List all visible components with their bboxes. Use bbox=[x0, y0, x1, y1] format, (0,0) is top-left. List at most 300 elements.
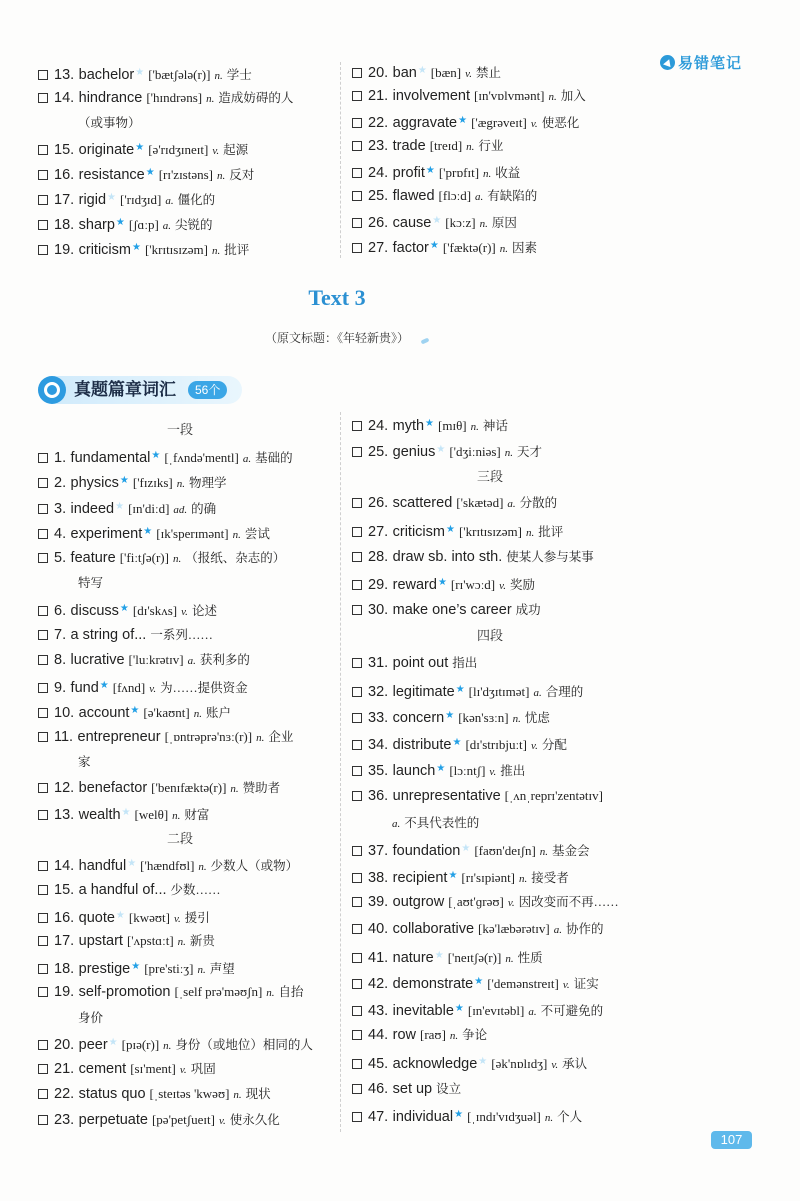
entry-meaning-continued: 特写 bbox=[78, 576, 104, 591]
entry-phonetic: [kən'sɜːn] bbox=[458, 710, 509, 726]
entry-number: 19. bbox=[54, 984, 75, 1001]
vocab-entry bbox=[352, 730, 628, 757]
checkbox-icon bbox=[38, 245, 48, 255]
entry-part-of-speech: n. bbox=[230, 782, 239, 795]
entry-word: quote bbox=[78, 909, 115, 926]
entry-phonetic: [rɪ'wɔːd] bbox=[450, 577, 496, 593]
entry-phonetic: ['benɪfæktə(r)] bbox=[151, 779, 227, 795]
entry-phonetic: [kwəʊt] bbox=[128, 909, 170, 925]
entry-meaning: 批评 bbox=[538, 525, 564, 540]
entry-number: 33. bbox=[368, 710, 389, 727]
entry-meaning-continued: 家 bbox=[78, 755, 91, 770]
entry-number: 9. bbox=[54, 679, 67, 696]
checkbox-icon bbox=[352, 243, 362, 253]
checkbox-icon bbox=[352, 168, 362, 178]
entry-part-of-speech: n. bbox=[539, 846, 549, 859]
vocab-entry bbox=[352, 490, 628, 517]
star-icon: ★ bbox=[436, 763, 446, 775]
star-icon: ★ bbox=[448, 869, 458, 881]
vocab-entry bbox=[352, 969, 628, 996]
entry-number: 4. bbox=[54, 526, 67, 543]
entry-word: hindrance bbox=[78, 89, 143, 106]
vocab-entry bbox=[38, 1107, 322, 1133]
entry-part-of-speech: n. bbox=[217, 169, 226, 182]
entry-word: individual bbox=[392, 1109, 454, 1126]
checkbox-icon bbox=[38, 708, 48, 718]
checkbox-icon bbox=[352, 605, 362, 615]
entry-meaning: 财富 bbox=[184, 808, 210, 823]
vocab-entry bbox=[38, 954, 322, 980]
entry-part-of-speech: v. bbox=[179, 1063, 187, 1076]
entry-word: aggravate bbox=[392, 114, 458, 131]
entry-phonetic: ['ægrəveɪt] bbox=[471, 114, 527, 130]
checkbox-icon bbox=[38, 732, 48, 742]
checkbox-icon bbox=[352, 141, 362, 151]
star-icon: ★ bbox=[115, 500, 125, 512]
entry-number: 18. bbox=[54, 216, 75, 233]
entry-word: flawed bbox=[392, 187, 435, 204]
checkbox-icon bbox=[352, 924, 362, 934]
entry-number: 13. bbox=[54, 807, 75, 824]
checkbox-icon bbox=[38, 504, 48, 514]
entry-part-of-speech: n. bbox=[256, 731, 265, 744]
entry-phonetic: [ək'nɒlɪdʒ] bbox=[491, 1055, 548, 1071]
entry-word: draw sb. into sth. bbox=[392, 548, 503, 565]
entry-word: bachelor bbox=[78, 66, 135, 83]
star-icon: ★ bbox=[119, 603, 129, 615]
entry-number: 27. bbox=[368, 239, 389, 256]
entry-meaning-continued: 身价 bbox=[78, 1010, 104, 1025]
entry-part-of-speech: n. bbox=[172, 810, 181, 823]
entry-phonetic: ['dʒiːniəs] bbox=[449, 444, 501, 460]
paragraph-heading: 三段 bbox=[476, 468, 503, 484]
entry-number: 18. bbox=[54, 960, 75, 977]
vocab-entry bbox=[38, 494, 322, 520]
checkbox-icon bbox=[352, 791, 362, 801]
entry-part-of-speech: v. bbox=[507, 897, 515, 910]
entry-meaning: 有缺陷的 bbox=[487, 188, 538, 203]
entry-word: legitimate bbox=[392, 683, 455, 700]
decorative-brush-mark bbox=[421, 337, 430, 344]
entry-meaning: 声望 bbox=[209, 961, 235, 976]
entry-word: status quo bbox=[78, 1086, 146, 1103]
entry-phonetic: [rɪ'zɪstəns] bbox=[158, 166, 214, 182]
entry-word: launch bbox=[392, 763, 436, 780]
entry-continuation bbox=[38, 1005, 322, 1031]
page-number: 107 bbox=[711, 1131, 752, 1149]
entry-meaning: 巩固 bbox=[190, 1061, 216, 1076]
vocab-entry bbox=[38, 979, 322, 1005]
checkbox-icon bbox=[352, 658, 362, 668]
entry-word: row bbox=[392, 1027, 416, 1044]
checkbox-icon bbox=[38, 936, 48, 946]
vocab-entry bbox=[38, 85, 333, 110]
vocab-entry bbox=[38, 724, 322, 750]
entry-meaning: 获利多的 bbox=[199, 653, 250, 668]
entry-number: 30. bbox=[368, 601, 389, 618]
entry-part-of-speech: n. bbox=[177, 936, 186, 949]
star-icon: ★ bbox=[135, 66, 145, 78]
vocab-entry bbox=[38, 877, 322, 903]
vocab-entry bbox=[352, 544, 628, 571]
entry-meaning: （报纸、杂志的） bbox=[185, 550, 286, 565]
vocab-entry bbox=[352, 58, 652, 83]
entry-number: 6. bbox=[54, 603, 67, 620]
entry-phonetic: ['neɪtʃə(r)] bbox=[447, 949, 502, 965]
entry-part-of-speech: n. bbox=[197, 963, 206, 976]
entry-phonetic: [dɪ'strɪbjuːt] bbox=[465, 736, 527, 752]
entry-meaning: 一系列…… bbox=[150, 627, 213, 642]
entry-phonetic: [dɪ'skʌs] bbox=[132, 603, 178, 619]
checkbox-icon bbox=[352, 1112, 362, 1122]
entry-part-of-speech: n. bbox=[548, 90, 557, 103]
entry-number: 43. bbox=[368, 1002, 389, 1019]
entry-word: nature bbox=[392, 949, 434, 966]
entry-number: 25. bbox=[368, 187, 389, 204]
entry-part-of-speech: a. bbox=[533, 686, 542, 699]
vocab-entry bbox=[38, 1056, 322, 1082]
entry-meaning: 协作的 bbox=[565, 921, 604, 936]
entry-part-of-speech: v. bbox=[551, 1058, 559, 1071]
entry-number: 41. bbox=[368, 949, 389, 966]
entry-meaning: 奖励 bbox=[509, 578, 535, 593]
vocab-entry bbox=[38, 60, 333, 85]
paragraph-heading: 四段 bbox=[476, 628, 503, 644]
entry-part-of-speech: n. bbox=[214, 69, 223, 82]
entry-word: prestige bbox=[78, 960, 131, 977]
entry-meaning: 尖锐的 bbox=[175, 217, 213, 232]
checkbox-icon bbox=[352, 421, 362, 431]
vocab-entry bbox=[352, 570, 628, 597]
star-icon: ★ bbox=[458, 114, 468, 126]
entry-phonetic: [lɔːntʃ] bbox=[449, 763, 486, 779]
entry-word: scattered bbox=[392, 495, 453, 512]
vocab-entry bbox=[352, 1049, 628, 1076]
entry-meaning: 指出 bbox=[452, 656, 478, 671]
entry-meaning: 基金会 bbox=[552, 844, 590, 859]
entry-meaning: 企业 bbox=[268, 729, 294, 744]
entry-word: a handful of... bbox=[78, 882, 167, 899]
entry-meaning: 反对 bbox=[229, 167, 255, 182]
entry-meaning: 使某人参与某事 bbox=[506, 549, 594, 564]
entry-continuation bbox=[38, 110, 333, 135]
checkbox-icon bbox=[38, 1115, 48, 1125]
section-header bbox=[38, 376, 242, 404]
entry-number: 34. bbox=[368, 736, 389, 753]
entry-meaning: 使永久化 bbox=[229, 1112, 280, 1127]
entry-meaning: 的确 bbox=[191, 501, 217, 516]
checkbox-icon bbox=[38, 913, 48, 923]
entry-word: fund bbox=[70, 679, 99, 696]
checkbox-icon bbox=[352, 1030, 362, 1040]
vocab-entry bbox=[38, 519, 322, 545]
checkbox-icon bbox=[352, 1059, 362, 1069]
entry-part-of-speech: a. bbox=[507, 498, 516, 511]
entry-meaning: 禁止 bbox=[475, 65, 501, 80]
text-subtitle: （原文标题：《年轻新贵》） bbox=[264, 331, 410, 345]
checkbox-icon bbox=[352, 1084, 362, 1094]
entry-word: benefactor bbox=[78, 779, 148, 796]
entry-word: acknowledge bbox=[392, 1055, 478, 1072]
entry-meaning: 性质 bbox=[517, 950, 543, 965]
vocab-entry bbox=[352, 83, 652, 108]
entry-phonetic: [fʌnd] bbox=[112, 679, 146, 695]
checkbox-icon bbox=[38, 1040, 48, 1050]
entry-word: unrepresentative bbox=[392, 788, 501, 804]
entry-number: 40. bbox=[368, 920, 389, 937]
entry-phonetic: [ˌʌnˌreprɪ'zentətɪv] bbox=[504, 788, 603, 803]
vocab-entry bbox=[352, 650, 628, 677]
brand-badge bbox=[660, 52, 742, 74]
entry-number: 24. bbox=[368, 417, 389, 434]
entry-part-of-speech: a. bbox=[242, 452, 252, 465]
vocab-entry bbox=[38, 698, 322, 724]
entry-meaning: 因改变而不再…… bbox=[518, 895, 619, 910]
vocab-entry bbox=[38, 468, 322, 494]
vocab-entry bbox=[352, 411, 628, 438]
entry-phonetic: [ˌsteɪtəs 'kwəʊ] bbox=[149, 1086, 230, 1102]
entry-part-of-speech: v. bbox=[530, 117, 538, 130]
paragraph-heading: 一段 bbox=[166, 422, 193, 438]
entry-number: 47. bbox=[368, 1109, 389, 1126]
checkbox-icon bbox=[38, 93, 48, 103]
entry-number: 16. bbox=[54, 909, 75, 926]
entry-meaning: 忧虑 bbox=[524, 711, 550, 726]
entry-phonetic: [ɪn'vɒlvmənt] bbox=[474, 87, 545, 103]
star-icon: ★ bbox=[455, 683, 465, 695]
search-icon bbox=[38, 376, 66, 404]
star-icon: ★ bbox=[131, 241, 141, 253]
entry-meaning: 少数人（或物） bbox=[210, 859, 299, 874]
entry-phonetic: ['fæktə(r)] bbox=[442, 239, 496, 255]
entry-word: resistance bbox=[78, 166, 145, 183]
entry-meaning: 造成妨碍的人 bbox=[218, 90, 294, 105]
entry-word: lucrative bbox=[70, 652, 125, 669]
entry-word: cement bbox=[78, 1060, 127, 1077]
entry-phonetic: ['luːkrətɪv] bbox=[128, 652, 184, 668]
star-icon: ★ bbox=[151, 449, 161, 461]
star-icon: ★ bbox=[474, 976, 484, 988]
checkbox-icon bbox=[38, 1089, 48, 1099]
entry-number: 7. bbox=[54, 626, 67, 643]
checkbox-icon bbox=[352, 68, 362, 78]
entry-word: peer bbox=[78, 1037, 108, 1054]
entry-continuation bbox=[38, 749, 322, 775]
vocab-entry bbox=[352, 836, 628, 863]
star-icon: ★ bbox=[143, 526, 153, 538]
checkbox-icon bbox=[38, 453, 48, 463]
vocab-entry bbox=[352, 996, 628, 1023]
entry-word: account bbox=[78, 705, 130, 722]
entry-number: 21. bbox=[368, 87, 389, 104]
entry-word: set up bbox=[392, 1080, 433, 1097]
entry-meaning: 设立 bbox=[436, 1081, 462, 1096]
entry-number: 22. bbox=[368, 114, 389, 131]
checkbox-icon bbox=[38, 964, 48, 974]
entry-word: collaborative bbox=[392, 920, 475, 937]
entry-part-of-speech: n. bbox=[449, 1030, 459, 1043]
checkbox-icon bbox=[352, 552, 362, 562]
vocab-entry bbox=[38, 800, 322, 826]
entry-number: 26. bbox=[368, 214, 389, 231]
entry-part-of-speech: a. bbox=[553, 923, 562, 936]
checkbox-icon bbox=[38, 529, 48, 539]
vocab-entry bbox=[38, 160, 333, 185]
entry-part-of-speech: v. bbox=[562, 979, 570, 992]
entry-meaning-continued: 不具代表性的 bbox=[404, 815, 480, 830]
entry-part-of-speech: v. bbox=[499, 580, 506, 593]
entry-number: 17. bbox=[54, 933, 75, 950]
vocab-entry bbox=[352, 133, 652, 158]
entry-meaning: 收益 bbox=[495, 165, 521, 180]
entry-number: 16. bbox=[54, 166, 75, 183]
entry-phonetic: ['fiːtʃə(r)] bbox=[119, 549, 169, 565]
entry-continuation bbox=[352, 810, 628, 837]
entry-phonetic: ['krɪtɪsɪzəm] bbox=[458, 524, 522, 540]
entry-part-of-speech: n. bbox=[519, 872, 528, 885]
star-icon: ★ bbox=[432, 214, 442, 226]
vocab-entry bbox=[352, 889, 628, 916]
entry-number: 25. bbox=[368, 444, 389, 461]
entry-word: concern bbox=[392, 710, 445, 727]
entry-word: reward bbox=[392, 577, 437, 594]
vocab-entry bbox=[38, 903, 322, 929]
checkbox-icon bbox=[38, 655, 48, 665]
checkbox-icon bbox=[38, 478, 48, 488]
entry-number: 44. bbox=[368, 1027, 389, 1044]
entry-number: 39. bbox=[368, 894, 389, 911]
entry-number: 24. bbox=[368, 164, 389, 181]
entry-meaning: 不可避免的 bbox=[540, 1003, 604, 1018]
entry-number: 37. bbox=[368, 843, 389, 860]
entry-phonetic: [sɪ'ment] bbox=[130, 1060, 176, 1076]
entry-phonetic: ['skætəd] bbox=[456, 495, 504, 511]
entry-phonetic: [bæn] bbox=[430, 64, 462, 80]
vocab-entry bbox=[352, 597, 628, 624]
checkbox-icon bbox=[352, 766, 362, 776]
star-icon: ★ bbox=[115, 909, 125, 921]
entry-phonetic: [raʊ] bbox=[420, 1027, 446, 1043]
entry-part-of-speech: n. bbox=[505, 952, 514, 965]
checkbox-icon bbox=[352, 740, 362, 750]
entry-meaning: 神话 bbox=[482, 418, 508, 433]
entry-part-of-speech: v. bbox=[218, 1114, 226, 1127]
checkbox-icon bbox=[352, 218, 362, 228]
entry-phonetic: ['bætʃələ(r)] bbox=[148, 66, 211, 82]
star-icon: ★ bbox=[429, 239, 439, 251]
checkbox-icon bbox=[38, 145, 48, 155]
entry-word: point out bbox=[392, 655, 449, 672]
checkbox-icon bbox=[352, 953, 362, 963]
entry-meaning-continued: （或事物） bbox=[78, 115, 141, 130]
entry-word: genius bbox=[392, 444, 436, 461]
vocab-entry bbox=[38, 596, 322, 622]
star-icon: ★ bbox=[107, 191, 116, 203]
entry-meaning: 僵化的 bbox=[177, 192, 216, 207]
vocab-entry bbox=[352, 233, 652, 258]
checkbox-icon bbox=[38, 220, 48, 230]
vocab-entry bbox=[38, 775, 322, 801]
checkbox-icon bbox=[38, 553, 48, 563]
entry-number: 12. bbox=[54, 779, 75, 796]
entry-word: foundation bbox=[392, 843, 461, 860]
entry-meaning: 身份（或地位）相同的人 bbox=[175, 1038, 313, 1053]
entry-number: 42. bbox=[368, 976, 389, 993]
entry-word: feature bbox=[70, 549, 116, 566]
entry-word: factor bbox=[392, 239, 429, 256]
entry-part-of-speech: n. bbox=[512, 713, 521, 726]
vocab-entry bbox=[38, 210, 333, 235]
entry-part-of-speech: n. bbox=[198, 861, 207, 874]
entry-meaning: 接受者 bbox=[531, 870, 569, 885]
entry-meaning: 基础的 bbox=[255, 450, 293, 465]
entry-phonetic: [ˌfʌndə'mentl] bbox=[164, 449, 239, 465]
checkbox-icon bbox=[38, 987, 48, 997]
entry-word: make one’s career bbox=[392, 601, 512, 618]
column-divider bbox=[340, 62, 341, 258]
entry-phonetic: [welθ] bbox=[134, 807, 169, 823]
vocab-entry bbox=[38, 928, 322, 954]
entry-word: recipient bbox=[392, 869, 448, 886]
vocab-entry bbox=[38, 443, 322, 469]
entry-number: 15. bbox=[54, 141, 75, 158]
entry-phonetic: [kɔːz] bbox=[445, 214, 476, 230]
star-icon: ★ bbox=[461, 843, 471, 855]
entry-word: a string of... bbox=[70, 626, 147, 643]
checkbox-icon bbox=[38, 606, 48, 616]
entry-word: profit bbox=[392, 164, 425, 181]
entry-phonetic: [mɪθ] bbox=[438, 417, 467, 433]
entry-number: 31. bbox=[368, 655, 389, 672]
entry-part-of-speech: ad. bbox=[173, 503, 188, 516]
entry-number: 46. bbox=[368, 1080, 389, 1097]
brand-label: 易错笔记 bbox=[678, 55, 743, 72]
lower-left-vocab-column bbox=[38, 417, 322, 1132]
entry-phonetic: ['fɪzɪks] bbox=[132, 475, 173, 491]
entry-number: 19. bbox=[54, 241, 75, 258]
entry-number: 15. bbox=[54, 882, 75, 899]
entry-phonetic: [ɪn'diːd] bbox=[128, 500, 170, 516]
entry-part-of-speech: n. bbox=[211, 244, 221, 257]
entry-meaning: 自抬 bbox=[278, 985, 304, 1000]
entry-meaning: 分配 bbox=[541, 737, 567, 752]
entry-number: 45. bbox=[368, 1055, 389, 1072]
paragraph-heading: 二段 bbox=[166, 830, 193, 846]
entry-word: handful bbox=[78, 858, 127, 875]
vocab-entry bbox=[38, 851, 322, 877]
entry-word: criticism bbox=[392, 524, 445, 541]
entry-phonetic: [ɪk'sperɪmənt] bbox=[156, 526, 229, 542]
entry-number: 3. bbox=[54, 500, 67, 517]
entry-phonetic: [rɪ'sɪpiənt] bbox=[461, 869, 516, 885]
entry-meaning: 现状 bbox=[245, 1087, 271, 1102]
entry-meaning: 加入 bbox=[560, 88, 586, 103]
entry-part-of-speech: a. bbox=[392, 817, 401, 830]
entry-meaning: 使恶化 bbox=[541, 115, 580, 130]
entry-phonetic: [ˌɒntrəprə'nɜː(r)] bbox=[164, 728, 253, 744]
entry-word: inevitable bbox=[392, 1002, 454, 1019]
entry-word: experiment bbox=[70, 526, 143, 543]
entry-word: upstart bbox=[78, 933, 123, 950]
entry-number: 20. bbox=[54, 1037, 75, 1054]
entry-word: indeed bbox=[70, 500, 115, 517]
entry-part-of-speech: n. bbox=[176, 478, 186, 491]
section-title: 真题篇章词汇 bbox=[74, 380, 176, 399]
checkbox-icon bbox=[352, 713, 362, 723]
vocab-entry bbox=[352, 677, 628, 704]
star-icon: ★ bbox=[454, 1109, 464, 1121]
checkbox-icon bbox=[352, 191, 362, 201]
